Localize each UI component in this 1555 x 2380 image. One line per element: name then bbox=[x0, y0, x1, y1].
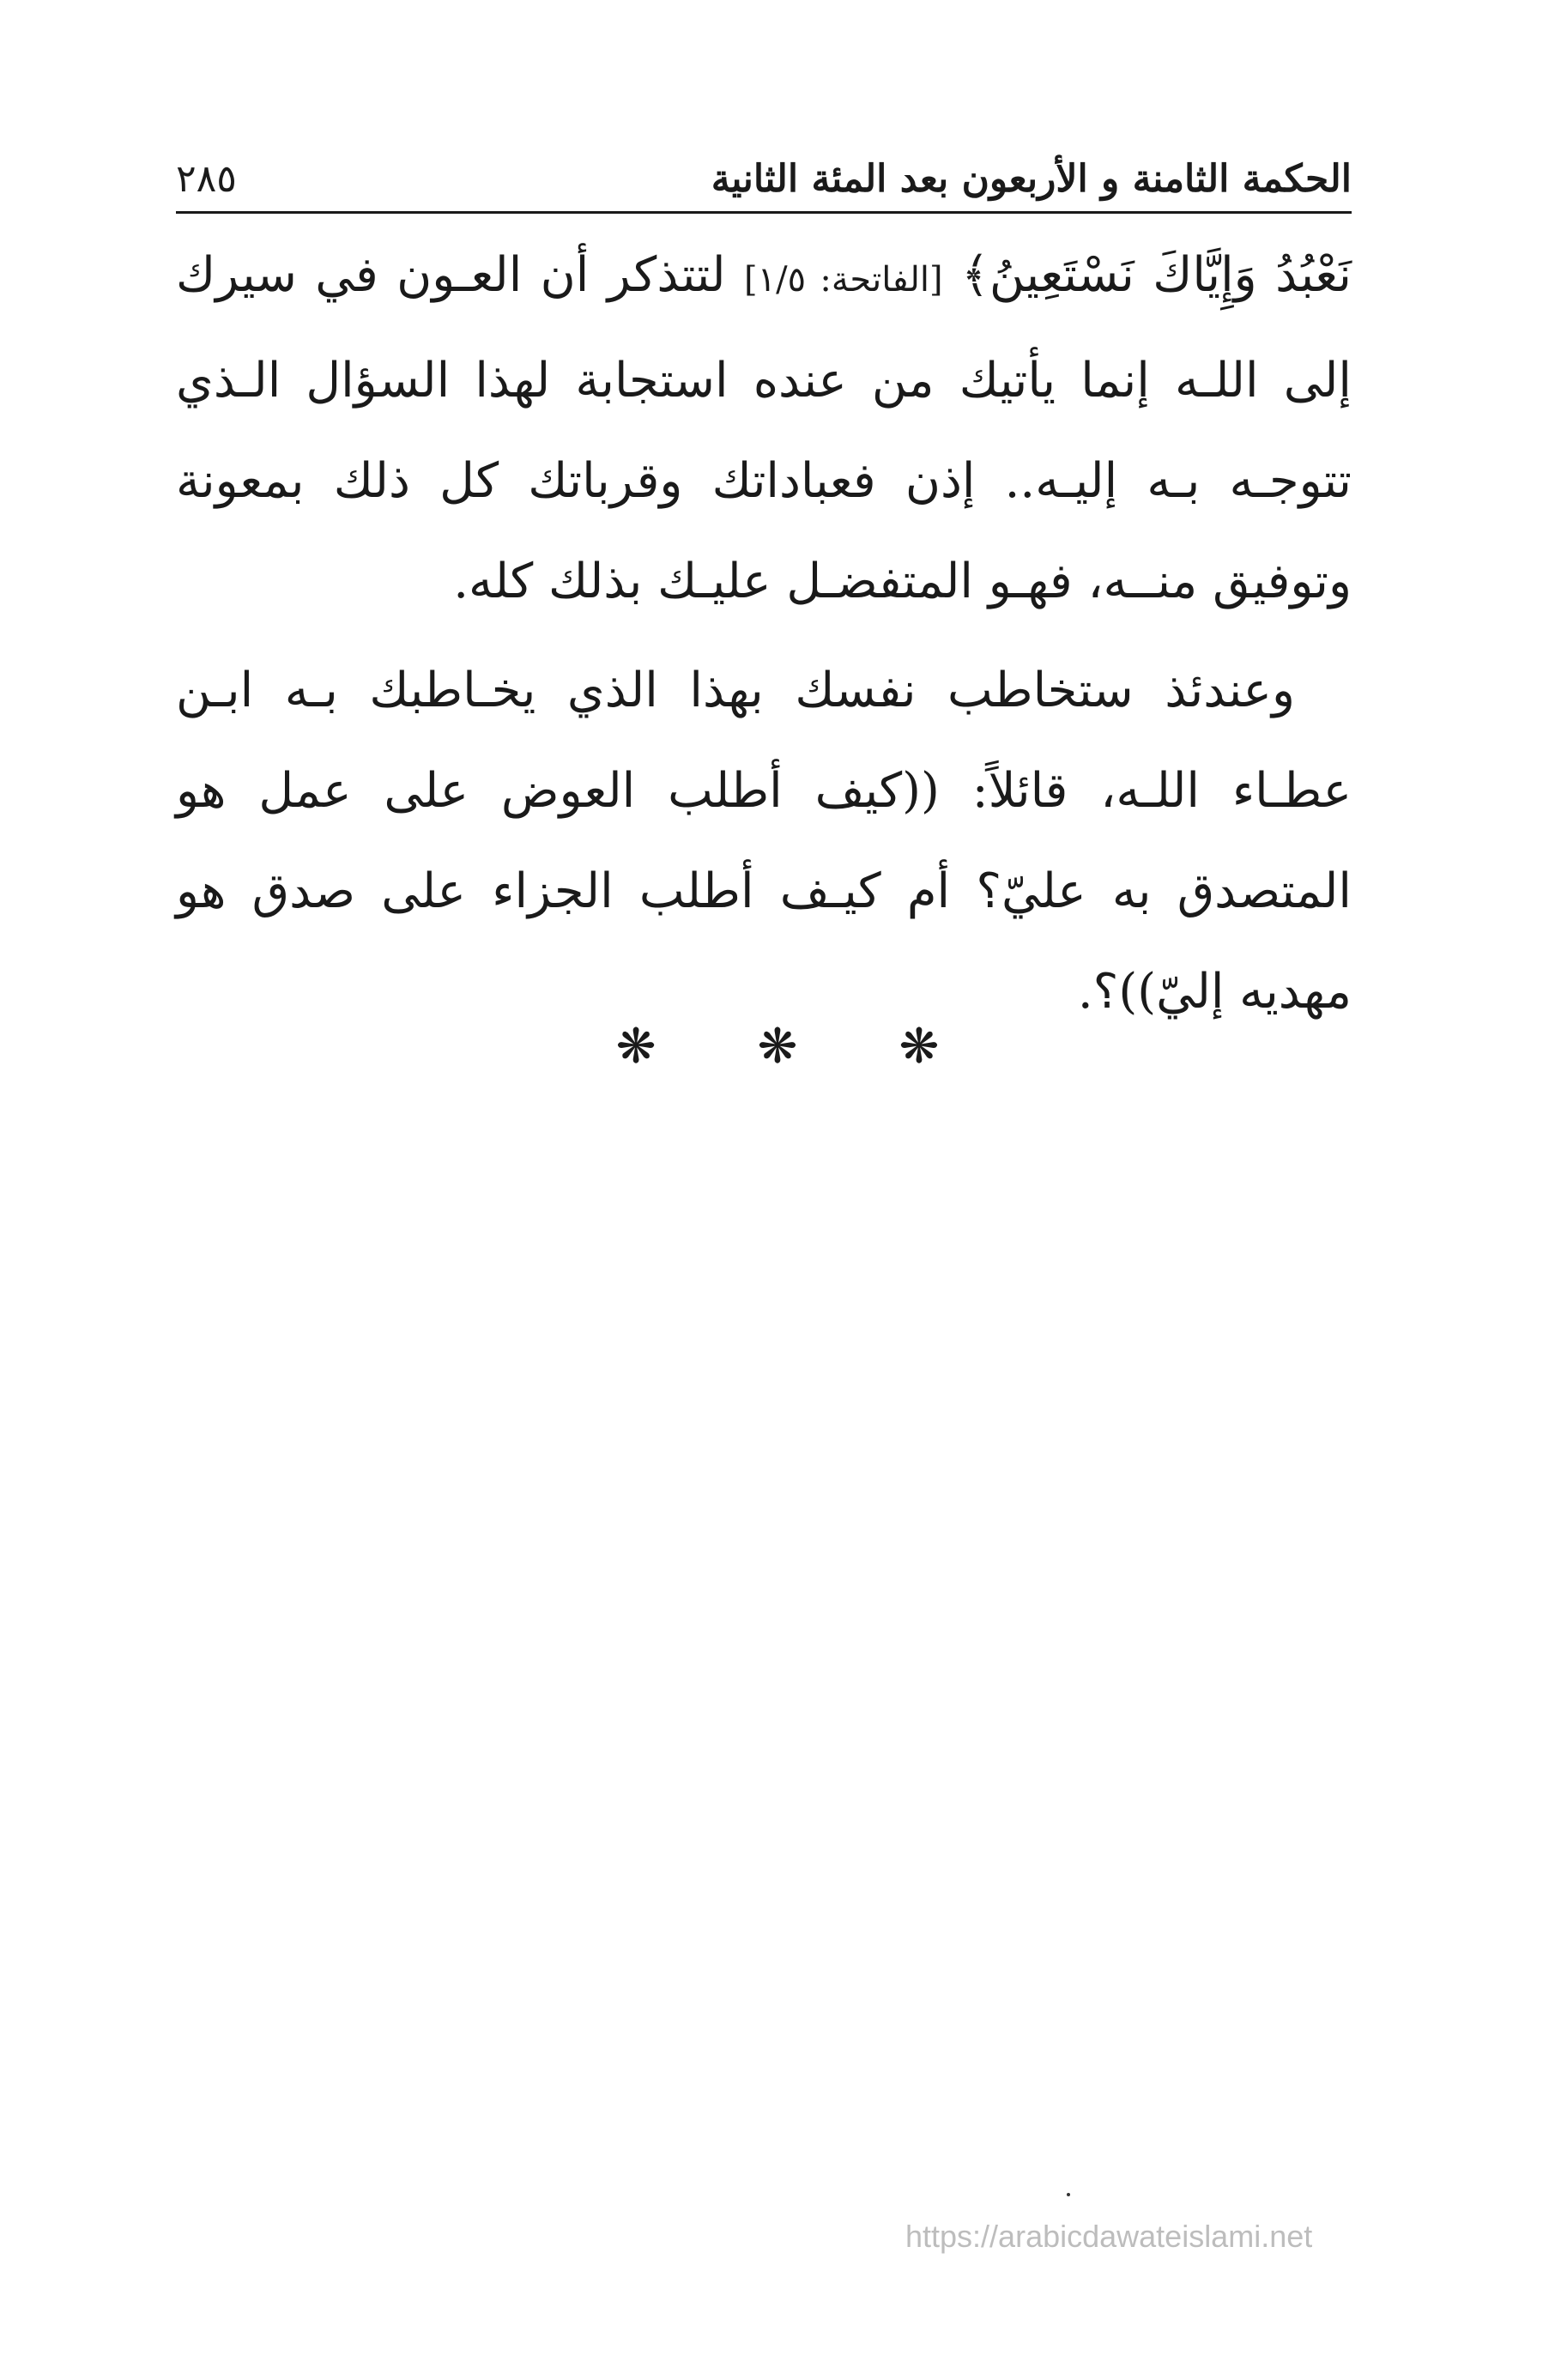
paragraph-1-text: لتتذكر أن العـون في سيرك إلى اللـه إنما يأتيك من عنده استجابة لهذا السؤال الـذي تتوجـه بـه إليـه.. إذن فعباداتك وقرباتك كل ذلك بمعونة وتوفيق منــه، فهـو المتفضـل عليـك بذلك كله. bbox=[176, 247, 1352, 609]
asterisk-icon: ❋ bbox=[899, 1019, 940, 1075]
asterisk-icon: ❋ bbox=[615, 1019, 656, 1075]
header-rule bbox=[176, 211, 1352, 214]
section-divider bbox=[0, 1017, 1555, 1077]
chapter-title: الحكمة الثامنة و الأربعون بعد المئة الثانية bbox=[711, 157, 1352, 201]
quran-citation: [الفاتحة: ١/٥] bbox=[744, 260, 943, 300]
watermark-url: https://arabicdawateislami.net bbox=[905, 2219, 1313, 2254]
page-number: ٢٨٥ bbox=[176, 157, 237, 201]
paragraph-1 bbox=[176, 225, 1352, 632]
scan-speck bbox=[1067, 2193, 1070, 2196]
quran-quote: نَعْبُدُ وَإِيَّاكَ نَسْتَعِينُ﴾ bbox=[961, 247, 1352, 303]
asterisk-icon: ❋ bbox=[757, 1019, 798, 1075]
body-text bbox=[176, 225, 1352, 1042]
paragraph-2: وعندئذ ستخاطب نفسك بهذا الذي يخـاطبك بـه ابـن عطـاء اللـه، قائلاً: ((كيف أطلب العوض على عمل هو المتصدق به عليّ؟ أم كيـف أطلب الجزاء على صدق هو مهديه إليّ))؟. bbox=[176, 663, 1352, 1020]
running-header bbox=[176, 144, 1352, 213]
